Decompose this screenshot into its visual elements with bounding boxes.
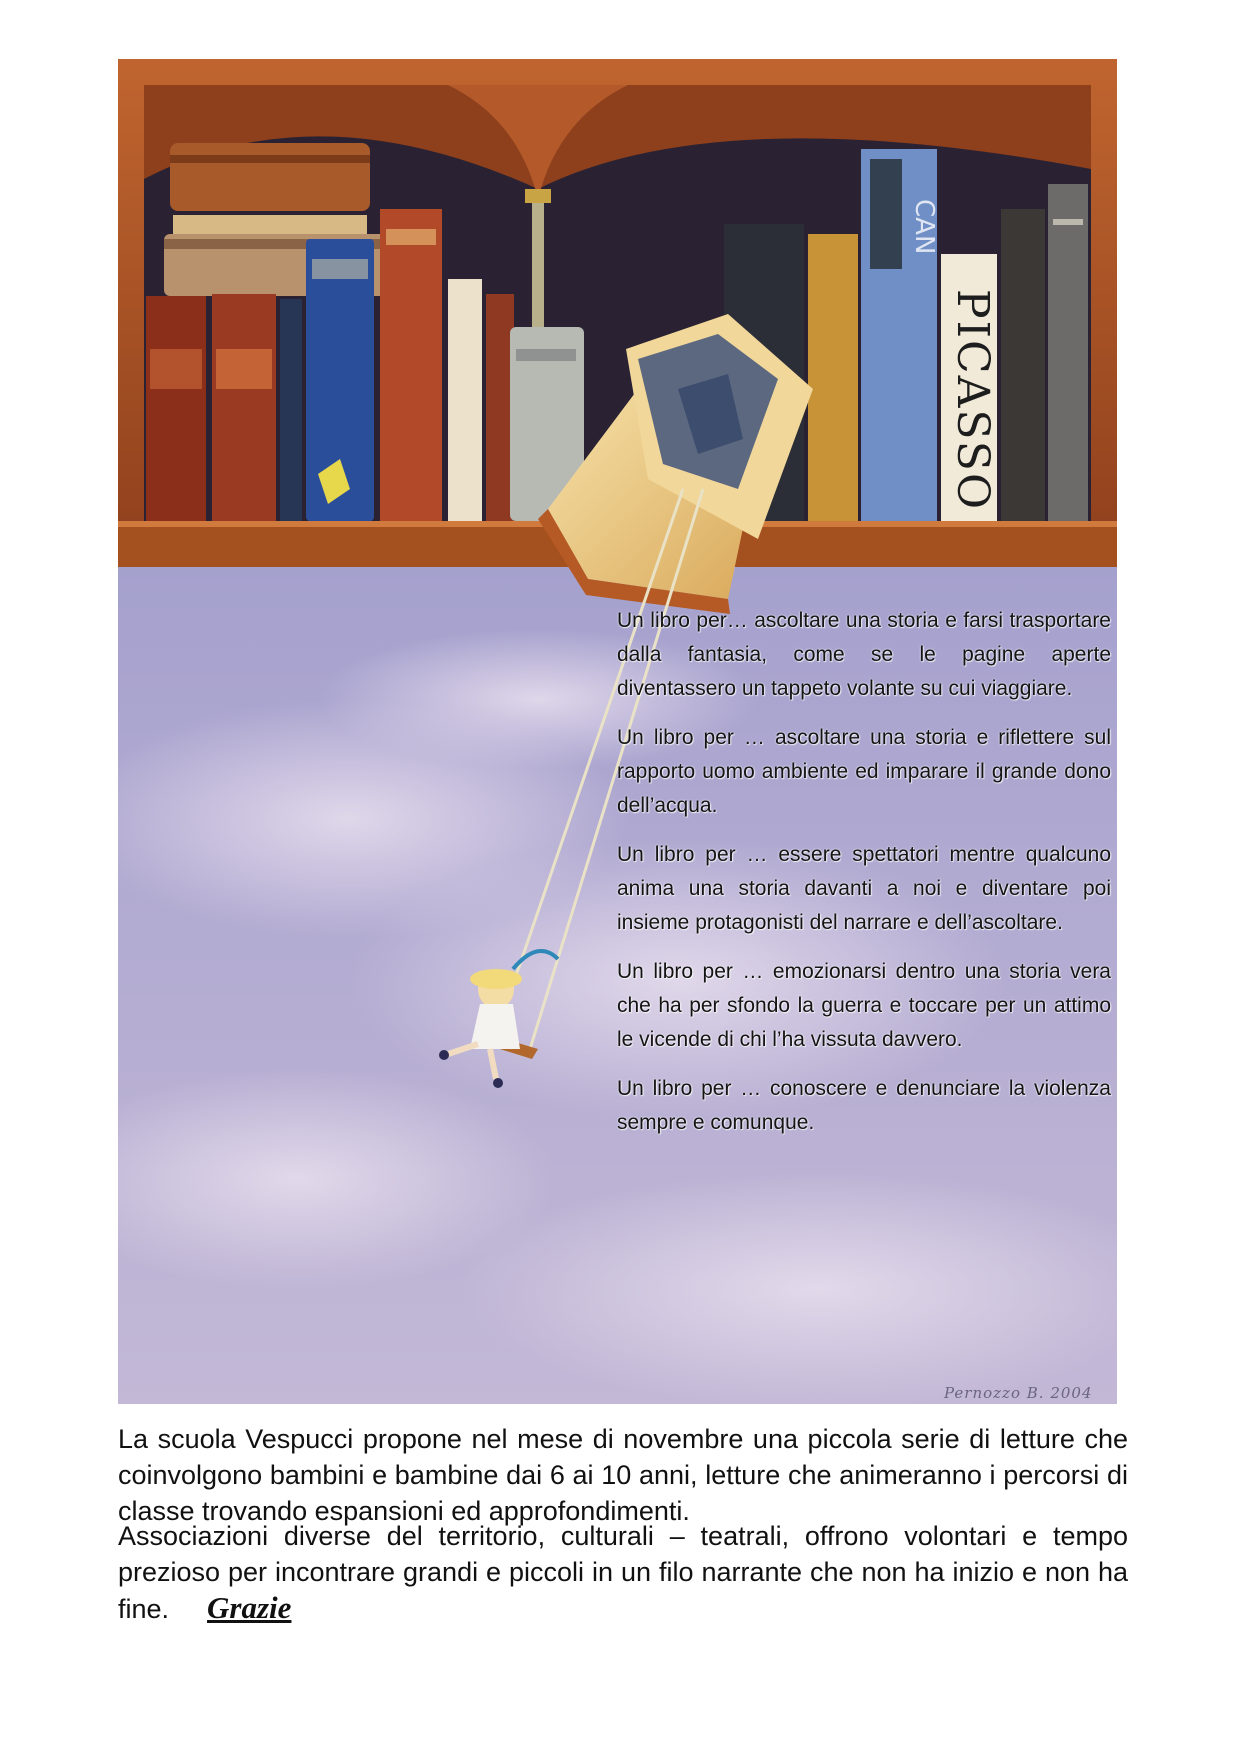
caption-3: Un libro per … essere spettatori mentre qualcuno anima una storia davanti a noi e diventare poi insieme protagonisti del narrare e dell’ascoltare. (617, 843, 1111, 934)
captions-block (617, 604, 1111, 1155)
caption-1: Un libro per… ascoltare una storia e farsi trasportare dalla fantasia, come se le pagine aperte diventassero un tappeto volante su cui viaggiare. (617, 609, 1111, 700)
caption-4: Un libro per … emozionarsi dentro una storia vera che ha per sfondo la guerra e toccare per un attimo le vicende di chi l’ha vissuta davvero. (617, 960, 1111, 1051)
caption-5: Un libro per … conoscere e denunciare la violenza sempre e comunque. (617, 1077, 1111, 1134)
caption-2: Un libro per … ascoltare una storia e riflettere sul rapporto uomo ambiente ed imparare il grande dono dell’acqua. (617, 726, 1111, 817)
associations-paragraph (118, 1518, 1128, 1627)
intro-paragraph: La scuola Vespucci propone nel mese di novembre una piccola serie di letture che coinvolgono bambini e bambine dai 6 ai 10 anni, letture che animeranno i percorsi di classe trovando espansioni ed approfondimenti. (118, 1424, 1128, 1526)
painting-signature: Pernozzo B. 2004 (944, 1384, 1093, 1402)
associations-text: Associazioni diverse del territorio, culturali – teatrali, offrono volontari e tempo prezioso per incontrare grandi e piccoli in un filo narrante che non ha inizio e non ha fine. (118, 1521, 1128, 1624)
spine-can: CAN (909, 199, 939, 255)
spine-picasso: PICASSO (947, 289, 998, 512)
thanks-text: Grazie (207, 1590, 292, 1625)
